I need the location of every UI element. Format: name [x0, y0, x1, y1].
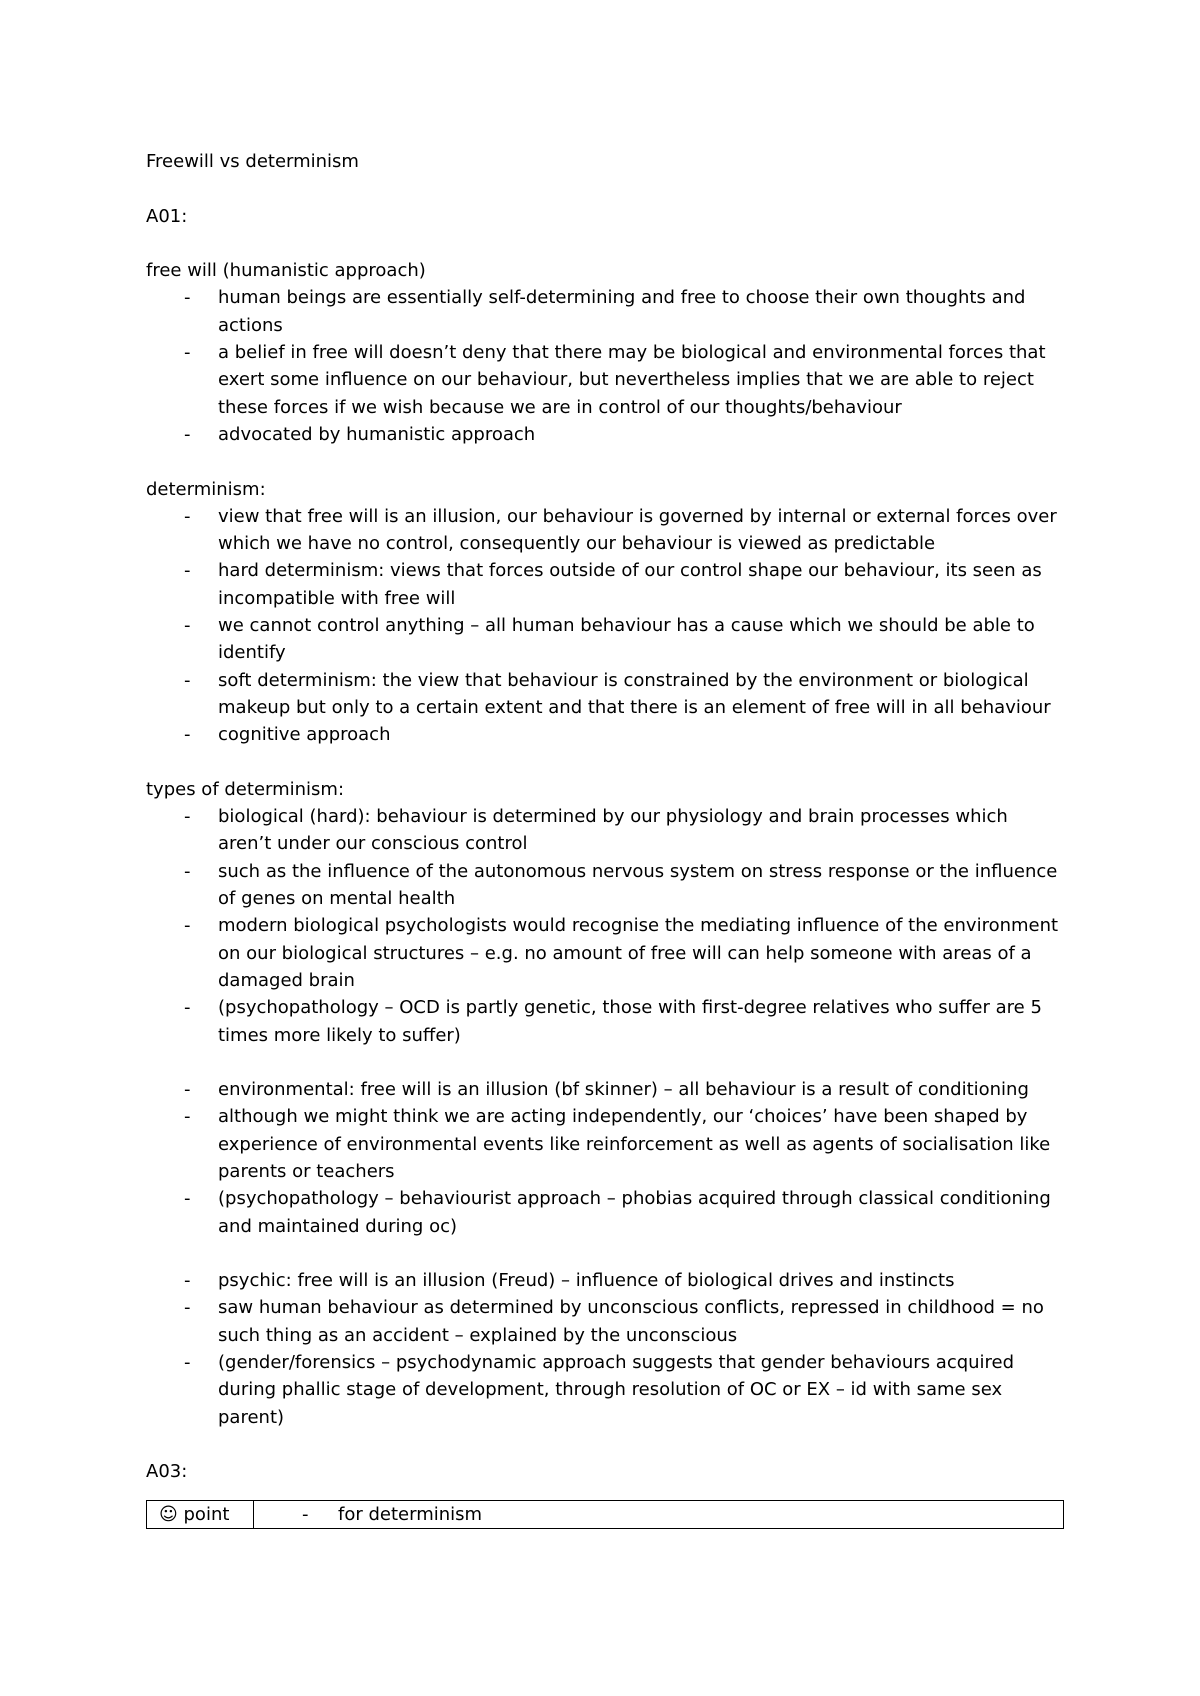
list-item: [146, 1076, 1066, 1103]
bullet-dash: -: [184, 1270, 191, 1292]
bullet-dash: -: [184, 560, 191, 582]
spacer: [146, 1049, 1066, 1076]
list-item: [146, 803, 1066, 858]
list-item-text: although we might think we are acting independently, our ‘choices’ have been shaped by experience of environmental events like reinforcement as well as agents of socialisation like parents or teachers: [218, 1106, 1051, 1182]
bullet-dash: -: [184, 342, 191, 364]
determinism-list: [146, 503, 1066, 749]
list-item: [146, 284, 1066, 339]
list-item-text: we cannot control anything – all human behaviour has a cause which we should be able to identify: [218, 615, 1035, 664]
spacer: [146, 1431, 1066, 1458]
environmental-determinism-list: [146, 1076, 1066, 1240]
bullet-dash: -: [184, 423, 191, 445]
point-detail-cell: [254, 1500, 1064, 1528]
list-item-text: view that free will is an illusion, our behaviour is governed by internal or external forces over which we have no control, consequently our behaviour is viewed as predictable: [218, 505, 1057, 555]
free-will-list: [146, 284, 1066, 448]
spacer: [146, 1240, 1066, 1267]
list-item-text: modern biological psychologists would recognise the mediating influence of the environment on our biological structures – e.g. no amount of free will can help someone with areas of a damaged brain: [218, 915, 1059, 991]
bullet-dash: -: [184, 1079, 191, 1101]
table-row: [147, 1500, 1064, 1528]
list-item-text: human beings are essentially self-determining and free to choose their own thoughts and actions: [218, 287, 1026, 336]
list-item-text: environmental: free will is an illusion (bf skinner) – all behaviour is a result of conditioning: [218, 1079, 1029, 1101]
spacer: [146, 448, 1066, 475]
list-item: [146, 421, 1066, 448]
list-item: [146, 912, 1066, 994]
bullet-dash: -: [184, 806, 191, 828]
section-heading-types-of-determinism: types of determinism:: [146, 778, 345, 800]
point-cell: [147, 1500, 254, 1528]
section-heading-free-will: free will (humanistic approach): [146, 260, 426, 282]
bullet-dash: -: [184, 287, 191, 309]
spacer: [146, 749, 1066, 776]
list-item: [146, 994, 1066, 1049]
bullet-dash: -: [184, 1188, 191, 1210]
list-item: [146, 503, 1066, 558]
list-item-text: biological (hard): behaviour is determined by our physiology and brain processes which aren’t under our conscious control: [218, 806, 1008, 855]
bullet-dash: -: [184, 1352, 191, 1374]
list-item-text: (gender/forensics – psychodynamic approach suggests that gender behaviours acquired during phallic stage of development, through resolution of OC or EX – id with same sex parent): [218, 1352, 1015, 1428]
list-item-text: such as the influence of the autonomous nervous system on stress response or the influence of genes on mental health: [218, 860, 1058, 910]
list-item-text: a belief in free will doesn’t deny that there may be biological and environmental forces that exert some influence on our behaviour, but nevertheless implies that we are able to reject these forces if we wish because we are in control of our thoughts/behaviour: [218, 342, 1046, 418]
bullet-dash: -: [184, 915, 191, 937]
bullet-dash: -: [184, 1297, 191, 1319]
bullet-dash: -: [184, 505, 191, 527]
bullet-dash: -: [184, 615, 191, 637]
list-item-text: (psychopathology – behaviourist approach – phobias acquired through classical conditioning and maintained during oc): [218, 1188, 1051, 1237]
ao1-heading: A01:: [146, 205, 188, 227]
list-item: [146, 721, 1066, 748]
list-item: [146, 1185, 1066, 1240]
list-item: [146, 1267, 1066, 1294]
document-page: [146, 148, 1066, 1529]
spacer: [146, 230, 1066, 257]
list-item-text: hard determinism: views that forces outside of our control shape our behaviour, its seen as incompatible with free will: [218, 560, 1042, 609]
bullet-dash: -: [302, 1503, 309, 1525]
document-title: Freewill vs determinism: [146, 151, 359, 172]
point-detail-text: for determinism: [338, 1503, 483, 1525]
list-item-text: soft determinism: the view that behaviour is constrained by the environment or biological makeup but only to a certain extent and that there is an element of free will in all behaviour: [218, 669, 1051, 718]
bullet-dash: -: [184, 669, 191, 691]
list-item-text: saw human behaviour as determined by unconscious conflicts, repressed in childhood = no such thing as an accident – explained by the unconscious: [218, 1297, 1044, 1346]
bullet-dash: -: [184, 1106, 191, 1128]
list-item: [146, 1349, 1066, 1431]
list-item: [146, 557, 1066, 612]
bullet-dash: -: [184, 997, 191, 1019]
section-heading-determinism: determinism:: [146, 478, 266, 500]
list-item: [146, 1103, 1066, 1185]
list-item: [146, 339, 1066, 421]
point-label: point: [183, 1503, 230, 1525]
list-item-text: (psychopathology – OCD is partly genetic, those with first-degree relatives who suffer are 5 times more likely to suffer): [218, 997, 1042, 1046]
spacer: [146, 175, 1066, 202]
ao3-heading: A03:: [146, 1461, 188, 1483]
smiley-icon: ☺: [159, 1503, 178, 1525]
biological-determinism-list: [146, 803, 1066, 1049]
list-item: [146, 612, 1066, 667]
evaluation-table: [146, 1500, 1064, 1529]
list-item-text: advocated by humanistic approach: [218, 423, 536, 445]
list-item: [146, 1294, 1066, 1349]
bullet-dash: -: [184, 860, 191, 882]
bullet-dash: -: [184, 724, 191, 746]
list-item: [146, 858, 1066, 913]
list-item-text: cognitive approach: [218, 724, 391, 746]
list-item: [146, 667, 1066, 722]
list-item-text: psychic: free will is an illusion (Freud) – influence of biological drives and instincts: [218, 1270, 955, 1292]
psychic-determinism-list: [146, 1267, 1066, 1431]
